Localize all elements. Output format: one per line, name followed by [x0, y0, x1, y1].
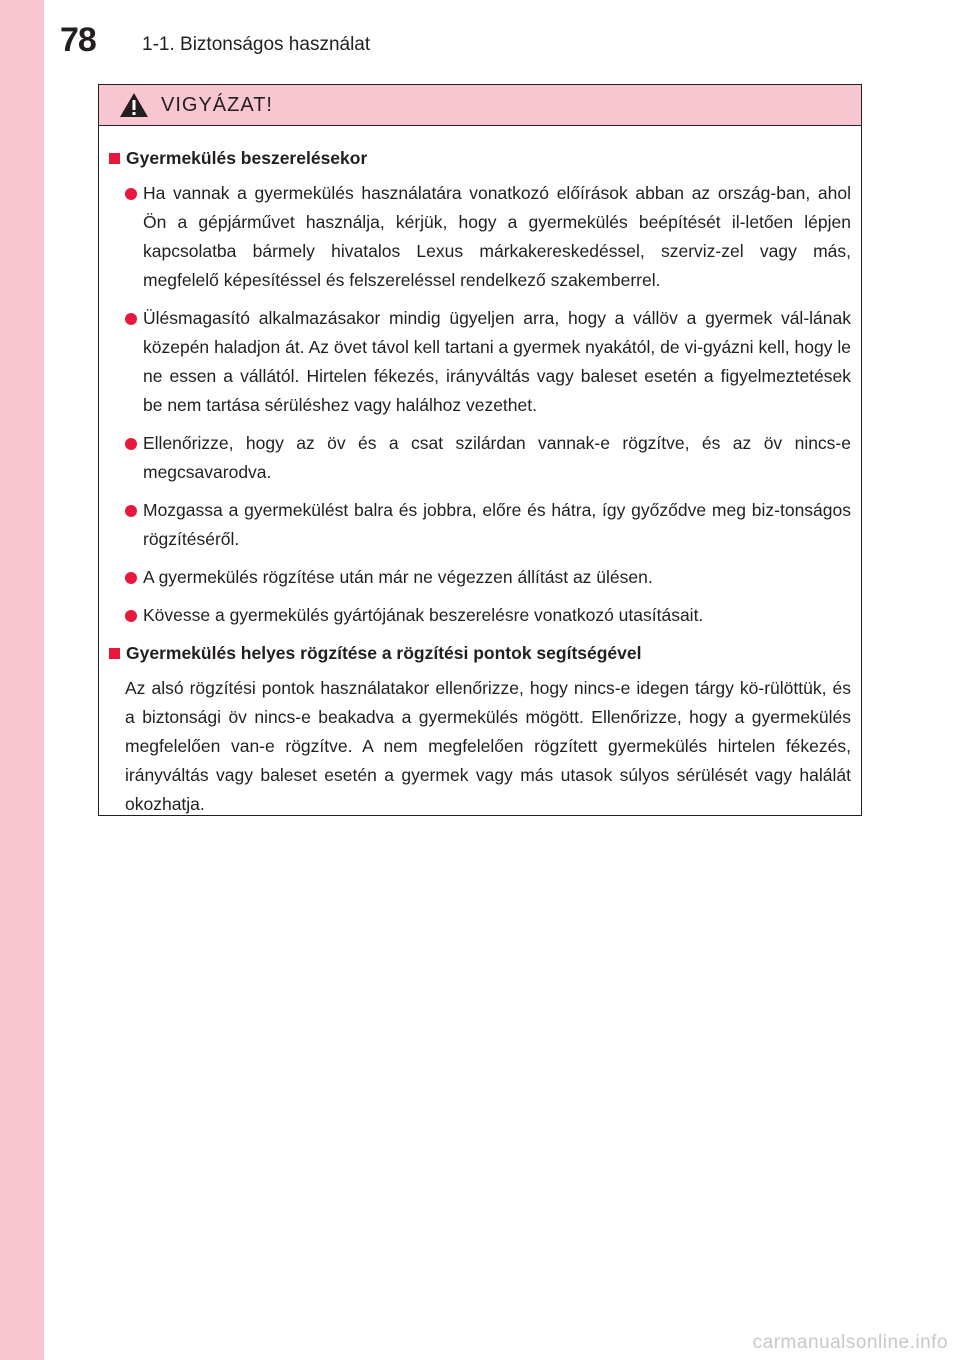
bullet-text: Ellenőrizze, hogy az öv és a csat szilárdan vannak-e rögzítve, és az öv nincs-e megcsavarodva. [143, 433, 851, 482]
bullet-text: Ülésmagasító alkalmazásakor mindig ügyeljen arra, hogy a vállöv a gyermek vál-lának közepén haladjon át. Az övet távol kell tartani a gyermek nyakától, de vi-gyázni kell, hogy le ne essen a vállától. Hirtelen fékezés, irányváltás vagy baleset esetén a figyelmeztetések be nem tartása sérüléshez vagy halálhoz vezethet. [143, 308, 851, 415]
bullet-text: A gyermekülés rögzítése után már ne végezzen állítást az ülésen. [143, 567, 653, 587]
round-bullet-icon [125, 188, 137, 200]
bullet-text: Mozgassa a gyermekülést balra és jobbra, előre és hátra, így győződve meg biz-tonságos rögzítéséről. [143, 500, 851, 549]
side-color-strip [0, 0, 44, 1360]
warning-title: VIGYÁZAT! [161, 94, 273, 116]
bullet-item [125, 179, 851, 295]
section-heading-text: Gyermekülés helyes rögzítése a rögzítési pontok segítségével [126, 643, 642, 663]
section-heading [109, 144, 851, 173]
bullet-item [125, 601, 851, 630]
section-heading [109, 639, 851, 668]
warning-triangle-icon [119, 92, 149, 118]
bullet-item [125, 563, 851, 592]
chapter-title: 1-1. Biztonságos használat [142, 34, 371, 55]
bullet-item [125, 304, 851, 420]
round-bullet-icon [125, 313, 137, 325]
bullet-text: Ha vannak a gyermekülés használatára vonatkozó előírások abban az ország-ban, ahol Ön a gépjárművet használja, kérjük, hogy a gyermekülés beépítését il-letően lépjen kapcsolatba bármely hivatalos Lexus márkakereskedéssel, szerviz-zel vagy más, megfelelő képesítéssel és felszereléssel rendelkező szakemberrel. [143, 183, 851, 290]
section-heading-text: Gyermekülés beszerelésekor [126, 148, 368, 168]
warning-body [99, 126, 861, 819]
warning-box [98, 84, 862, 816]
square-bullet-icon [109, 648, 120, 659]
bullet-item [125, 429, 851, 487]
round-bullet-icon [125, 610, 137, 622]
watermark: carmanualsonline.info [752, 1332, 948, 1353]
round-bullet-icon [125, 438, 137, 450]
bullet-text: Kövesse a gyermekülés gyártójának beszerelésre vonatkozó utasításait. [143, 605, 704, 625]
page-number: 78 [60, 21, 96, 59]
section-paragraph: Az alsó rögzítési pontok használatakor ellenőrizze, hogy nincs-e idegen tárgy kö-rülöttük, és a biztonsági öv nincs-e beakadva a gyermekülés mögött. Ellenőrizze, hogy a gyermekülés megfelelően van-e rögzítve. A nem megfelelően rögzített gyermekülés hirtelen fékezés, irányváltás vagy baleset esetén a gyermek vagy más utasok súlyos sérülését vagy halálát okozhatja. [125, 678, 851, 814]
bullet-item [125, 496, 851, 554]
square-bullet-icon [109, 153, 120, 164]
round-bullet-icon [125, 572, 137, 584]
warning-header [99, 85, 861, 126]
round-bullet-icon [125, 505, 137, 517]
